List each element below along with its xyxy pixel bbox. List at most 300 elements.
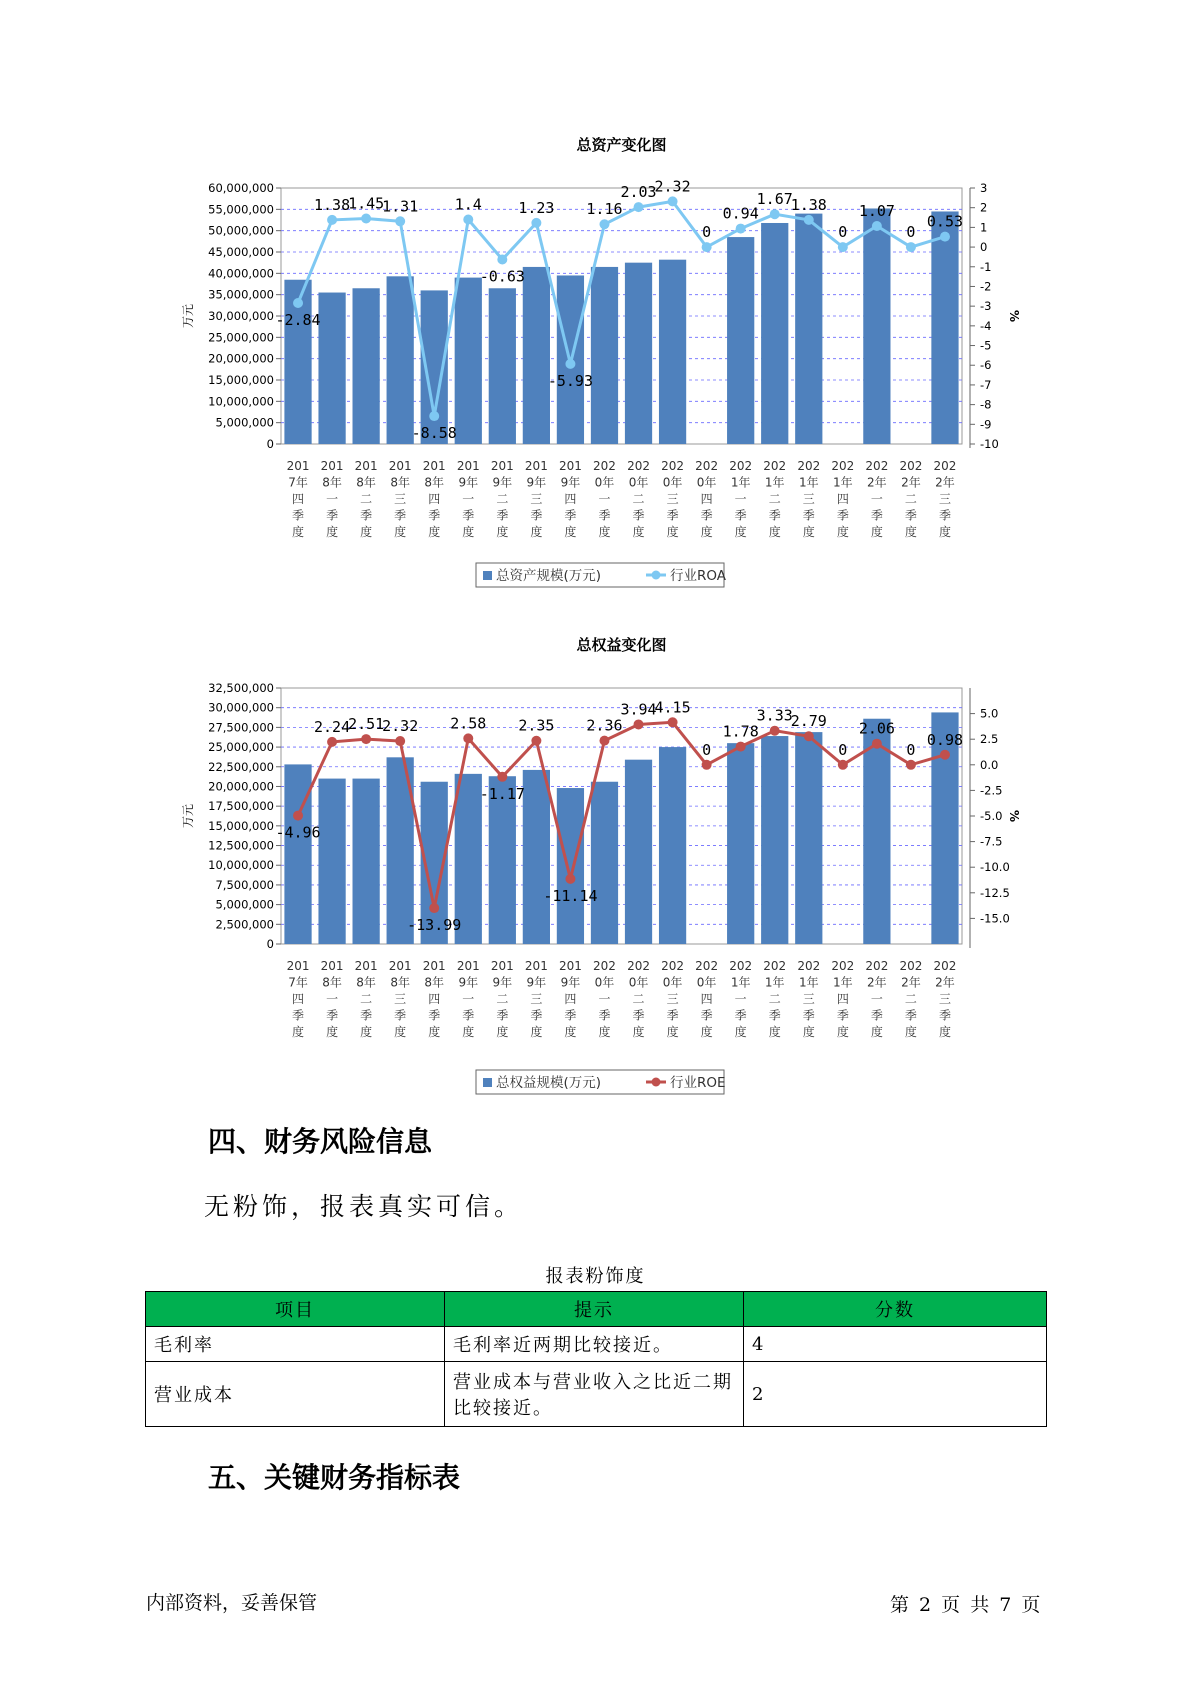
x-tick-label: 202: [831, 459, 855, 473]
x-tick-label: 度: [904, 525, 917, 539]
y-tick-label: 60,000,000: [208, 181, 274, 195]
x-tick-label: 四: [836, 492, 849, 506]
data-label: 0.98: [926, 730, 964, 749]
x-tick-label: 201: [490, 959, 514, 973]
bar: [353, 288, 380, 444]
y-tick-label: 17,500,000: [208, 799, 274, 814]
x-tick-label: 度: [394, 1025, 407, 1039]
y2-tick-label: 3: [980, 181, 988, 195]
x-tick-label: 202: [933, 959, 957, 973]
table-header-score: 分数: [744, 1292, 1047, 1327]
x-tick-label: 三: [394, 492, 407, 506]
x-tick-label: 1年: [798, 475, 819, 490]
section-4-text: 无粉饰，报表真实可信。: [204, 1192, 524, 1221]
data-label: 1.67: [756, 190, 793, 209]
data-label: 2.51: [348, 715, 385, 734]
x-tick-label: 二: [632, 492, 645, 506]
y2-tick-label: -12.5: [980, 885, 1010, 900]
x-tick-label: 三: [938, 492, 951, 506]
x-tick-label: 202: [695, 959, 719, 973]
data-label: 4.15: [654, 698, 691, 717]
x-tick-label: 度: [666, 1025, 679, 1039]
y2-tick-label: -2: [980, 279, 992, 294]
line-point: [906, 760, 916, 770]
x-tick-label: 度: [938, 525, 951, 539]
data-label: 1.4: [454, 195, 482, 214]
x-tick-label: 度: [292, 525, 305, 539]
y2-tick-label: -8: [980, 397, 992, 412]
x-tick-label: 度: [870, 525, 883, 539]
total-assets-chart-svg: [180, 136, 1021, 596]
y-tick-label: 50,000,000: [208, 223, 274, 238]
x-tick-label: 二: [360, 492, 373, 506]
x-tick-label: 四: [428, 992, 441, 1006]
bar: [727, 237, 754, 444]
bar: [795, 732, 822, 944]
x-tick-label: 8年: [390, 475, 410, 490]
x-tick-label: 季: [836, 508, 849, 523]
x-tick-label: 8年: [322, 475, 342, 490]
y2-tick-label: -5: [980, 338, 992, 353]
y2-tick-label: -9: [980, 417, 992, 432]
x-tick-label: 季: [870, 508, 883, 523]
x-tick-label: 1年: [730, 975, 751, 990]
x-tick-label: 2年: [935, 475, 955, 490]
bar: [863, 719, 890, 944]
table-row: [146, 1362, 1047, 1427]
x-tick-label: 0年: [696, 975, 717, 990]
x-tick-label: 1年: [730, 475, 751, 490]
data-label: 3.33: [756, 706, 793, 725]
line-point: [940, 750, 950, 760]
data-label: 2.35: [518, 716, 555, 735]
data-label: -1.17: [479, 784, 525, 803]
y-tick-label: 5,000,000: [215, 415, 274, 430]
x-tick-label: 四: [564, 992, 577, 1006]
line-point: [770, 209, 780, 219]
line-point: [565, 874, 575, 884]
x-tick-label: 三: [666, 992, 679, 1006]
line-point: [327, 215, 337, 225]
bar: [931, 211, 958, 444]
line-point: [429, 903, 439, 913]
data-label: 2.36: [586, 716, 623, 735]
bar: [761, 736, 788, 944]
table-cell: 毛利率: [146, 1327, 445, 1362]
x-tick-label: 四: [292, 992, 305, 1006]
x-tick-label: 三: [394, 992, 407, 1006]
line-point: [838, 760, 848, 770]
bar: [795, 214, 822, 444]
legend-line-label: 行业ROA: [670, 568, 727, 584]
x-tick-label: 度: [666, 525, 679, 539]
x-tick-label: 201: [388, 959, 412, 973]
data-label: -0.63: [479, 267, 525, 286]
data-label: 2.24: [314, 717, 351, 736]
x-tick-label: 季: [734, 1008, 747, 1023]
data-label: 1.38: [314, 195, 351, 214]
y2-tick-label: 5.0: [980, 706, 999, 721]
x-tick-label: 二: [496, 492, 509, 506]
data-label: 1.23: [518, 198, 555, 217]
x-tick-label: 202: [593, 959, 616, 973]
x-tick-label: 202: [865, 959, 889, 973]
y-tick-label: 27,500,000: [208, 720, 274, 735]
table-header-row: [146, 1292, 1047, 1327]
x-tick-label: 9年: [458, 975, 479, 990]
x-tick-label: 201: [422, 959, 446, 973]
x-tick-label: 度: [462, 525, 475, 539]
line-point: [361, 214, 371, 224]
x-tick-label: 三: [530, 492, 543, 506]
data-label: -11.14: [543, 886, 598, 905]
y-tick-label: 30,000,000: [208, 309, 274, 323]
data-label: 1.78: [722, 722, 759, 741]
x-tick-label: 度: [564, 525, 577, 539]
bar: [523, 770, 550, 944]
x-tick-label: 一: [870, 492, 883, 506]
x-tick-label: 202: [797, 959, 821, 973]
table-cell: 2: [744, 1362, 1047, 1427]
x-tick-label: 四: [564, 492, 577, 506]
data-label: 1.16: [586, 200, 623, 219]
x-tick-label: 201: [558, 459, 582, 473]
x-tick-label: 2年: [901, 975, 921, 990]
data-label: 2.32: [382, 717, 419, 736]
bar: [489, 288, 516, 444]
y-tick-label: 40,000,000: [208, 266, 274, 281]
x-tick-label: 季: [632, 1008, 645, 1023]
x-tick-label: 201: [490, 459, 514, 473]
x-tick-label: 202: [695, 459, 719, 473]
table-cell: 毛利率近两期比较接近。: [445, 1327, 744, 1362]
data-label: 2.06: [858, 719, 895, 738]
y2-tick-label: -6: [980, 358, 992, 373]
x-tick-label: 度: [768, 525, 781, 539]
x-tick-label: 一: [598, 992, 611, 1006]
x-tick-label: 度: [326, 525, 339, 539]
x-tick-label: 2年: [867, 975, 887, 990]
x-tick-label: 季: [326, 508, 339, 523]
data-label: -4.96: [275, 823, 321, 842]
bar: [591, 782, 618, 944]
y-tick-label: 10,000,000: [208, 394, 274, 409]
x-tick-label: 一: [462, 492, 475, 506]
x-tick-label: 季: [394, 508, 407, 523]
x-tick-label: 201: [354, 459, 378, 473]
line-point: [668, 717, 678, 727]
table-row: [146, 1327, 1047, 1362]
x-tick-label: 0年: [662, 975, 683, 990]
x-tick-label: 二: [360, 992, 373, 1006]
x-tick-label: 季: [462, 508, 475, 523]
bar: [863, 208, 890, 444]
line-point: [634, 202, 644, 212]
chart-title: 总资产变化图: [576, 136, 667, 154]
x-tick-label: 度: [802, 525, 815, 539]
x-tick-label: 201: [558, 959, 582, 973]
x-tick-label: 度: [530, 1025, 543, 1039]
x-tick-label: 201: [524, 959, 548, 973]
x-tick-label: 0年: [628, 475, 649, 490]
y2-axis-label: %: [1007, 309, 1021, 323]
bar: [659, 260, 686, 444]
bar: [727, 743, 754, 944]
line-point: [599, 219, 609, 229]
x-tick-label: 度: [836, 525, 849, 539]
x-tick-label: 一: [462, 992, 475, 1006]
data-label: 0: [906, 223, 916, 242]
bar: [625, 263, 652, 444]
line-point: [293, 298, 303, 308]
x-tick-label: 一: [326, 992, 339, 1006]
line-point: [906, 242, 916, 252]
line-point: [395, 736, 405, 746]
x-tick-label: 季: [530, 1008, 543, 1023]
y-tick-label: 45,000,000: [208, 245, 274, 259]
y-tick-label: 20,000,000: [208, 779, 274, 794]
x-tick-label: 二: [496, 992, 509, 1006]
data-label: 2.79: [790, 712, 827, 731]
bar: [625, 760, 652, 944]
x-tick-label: 度: [802, 1025, 815, 1039]
x-tick-label: 8年: [424, 975, 445, 990]
y-tick-label: 5,000,000: [215, 897, 274, 912]
legend-bar-swatch: [483, 571, 492, 580]
y-tick-label: 25,000,000: [208, 330, 274, 345]
x-tick-label: 0年: [662, 475, 683, 490]
x-tick-label: 度: [428, 525, 441, 539]
table-cell: 4: [744, 1327, 1047, 1362]
y2-tick-label: -1: [980, 259, 992, 274]
y-tick-label: 12,500,000: [208, 838, 274, 853]
x-tick-label: 三: [802, 992, 815, 1006]
x-tick-label: 季: [564, 508, 577, 523]
line-point: [293, 811, 303, 821]
x-tick-label: 度: [904, 1025, 917, 1039]
x-tick-label: 202: [763, 959, 787, 973]
x-tick-label: 季: [666, 1008, 679, 1023]
y2-tick-label: 2: [980, 200, 988, 215]
data-label: 0: [838, 740, 848, 759]
x-tick-label: 8年: [424, 475, 445, 490]
x-tick-label: 202: [729, 459, 753, 473]
y-tick-label: 55,000,000: [208, 202, 274, 217]
x-tick-label: 四: [836, 992, 849, 1006]
y-axis-label: 万元: [181, 803, 195, 829]
legend-line-marker: [652, 571, 661, 580]
x-tick-label: 一: [326, 492, 339, 506]
x-tick-label: 季: [326, 1008, 339, 1023]
y2-tick-label: 0: [980, 240, 988, 255]
x-tick-label: 201: [354, 959, 378, 973]
x-tick-label: 季: [768, 508, 781, 523]
bar: [659, 747, 686, 944]
line-point: [736, 224, 746, 234]
x-tick-label: 201: [524, 459, 548, 473]
x-tick-label: 季: [394, 1008, 407, 1023]
x-tick-label: 季: [700, 508, 713, 523]
table-cell: 营业成本与营业收入之比近二期比较接近。: [445, 1362, 744, 1427]
x-tick-label: 201: [286, 959, 310, 973]
bar: [353, 779, 380, 944]
line-point: [531, 736, 541, 746]
x-tick-label: 度: [292, 1025, 305, 1039]
x-tick-label: 季: [666, 508, 679, 523]
x-tick-label: 季: [496, 1008, 509, 1023]
x-tick-label: 季: [632, 508, 645, 523]
data-label: 1.45: [348, 194, 385, 213]
y2-tick-label: -5.0: [980, 809, 1003, 823]
line-point: [463, 733, 473, 743]
x-tick-label: 201: [320, 959, 344, 973]
x-tick-label: 度: [462, 1025, 475, 1039]
bar: [591, 267, 618, 444]
x-tick-label: 1年: [764, 475, 785, 490]
table-header-item: 项目: [146, 1292, 445, 1327]
x-tick-label: 度: [360, 525, 373, 539]
x-tick-label: 9年: [458, 475, 479, 490]
y-tick-label: 7,500,000: [215, 877, 274, 892]
x-tick-label: 季: [904, 1008, 917, 1023]
x-tick-label: 2年: [867, 475, 887, 490]
line-point: [702, 242, 712, 252]
line-point: [940, 232, 950, 242]
x-tick-label: 三: [938, 992, 951, 1006]
footer-page-number: 第 2 页 共 7 页: [890, 1594, 1041, 1616]
x-tick-label: 9年: [560, 975, 581, 990]
data-label: 1.07: [858, 202, 895, 221]
x-tick-label: 三: [530, 992, 543, 1006]
data-label: -2.84: [275, 311, 321, 330]
report-embellishment-table: [145, 1291, 1047, 1427]
line-point: [804, 215, 814, 225]
x-tick-label: 202: [661, 459, 685, 473]
x-tick-label: 202: [797, 459, 821, 473]
x-tick-label: 度: [632, 1025, 645, 1039]
x-tick-label: 二: [768, 492, 781, 506]
y-tick-label: 15,000,000: [208, 818, 274, 833]
bar: [318, 293, 345, 444]
x-tick-label: 202: [729, 959, 753, 973]
y2-tick-label: -10: [980, 437, 999, 451]
x-tick-label: 季: [598, 508, 611, 523]
bar: [557, 788, 584, 944]
x-tick-label: 8年: [356, 975, 376, 990]
x-tick-label: 二: [768, 992, 781, 1006]
x-tick-label: 二: [904, 492, 917, 506]
line-point: [463, 215, 473, 225]
x-tick-label: 季: [700, 1008, 713, 1023]
x-tick-label: 季: [870, 1008, 883, 1023]
x-tick-label: 三: [802, 492, 815, 506]
y-tick-label: 22,500,000: [208, 759, 274, 774]
y-tick-label: 35,000,000: [208, 287, 274, 302]
data-label: 2.03: [620, 183, 657, 202]
x-tick-label: 四: [700, 492, 713, 506]
x-tick-label: 7年: [288, 975, 308, 990]
line-point: [497, 772, 507, 782]
x-tick-label: 201: [456, 459, 480, 473]
x-tick-label: 度: [938, 1025, 951, 1039]
table-cell: 营业成本: [146, 1362, 445, 1427]
x-tick-label: 9年: [492, 475, 513, 490]
x-tick-label: 202: [661, 959, 685, 973]
y-tick-label: 0: [266, 437, 274, 451]
x-tick-label: 四: [292, 492, 305, 506]
x-tick-label: 度: [700, 525, 713, 539]
data-label: 2.58: [450, 714, 487, 733]
x-tick-label: 1年: [833, 975, 853, 990]
legend-line-marker: [652, 1078, 661, 1087]
line-point: [668, 196, 678, 206]
line-point: [770, 726, 780, 736]
y-tick-label: 32,500,000: [208, 681, 274, 695]
x-tick-label: 季: [496, 508, 509, 523]
x-tick-label: 一: [870, 992, 883, 1006]
legend-bar-label: 总权益规模(万元): [496, 1075, 602, 1091]
x-tick-label: 度: [496, 1025, 509, 1039]
x-tick-label: 1年: [833, 475, 853, 490]
x-tick-label: 1年: [764, 975, 785, 990]
x-tick-label: 度: [836, 1025, 849, 1039]
y-tick-label: 15,000,000: [208, 373, 274, 387]
x-tick-label: 度: [632, 525, 645, 539]
data-label: 3.94: [620, 700, 657, 719]
x-tick-label: 1年: [798, 975, 819, 990]
bar: [761, 223, 788, 444]
x-tick-label: 度: [734, 1025, 747, 1039]
x-tick-label: 0年: [696, 475, 717, 490]
y2-tick-label: -15.0: [980, 911, 1010, 926]
data-label: 0: [838, 223, 848, 242]
data-label: 0: [702, 740, 712, 759]
line-point: [327, 737, 337, 747]
y2-tick-label: -3: [980, 299, 992, 314]
line-point: [736, 742, 746, 752]
bar: [284, 764, 311, 944]
y2-tick-label: -2.5: [980, 783, 1003, 798]
y-tick-label: 20,000,000: [208, 351, 274, 366]
bar: [455, 278, 482, 444]
x-tick-label: 度: [700, 1025, 713, 1039]
line-point: [565, 359, 575, 369]
line-point: [497, 254, 507, 264]
x-tick-label: 0年: [594, 475, 615, 490]
x-tick-label: 202: [627, 959, 650, 973]
line-point: [634, 719, 644, 729]
x-tick-label: 季: [428, 508, 441, 523]
data-label: 2.32: [654, 177, 691, 196]
x-tick-label: 季: [462, 1008, 475, 1023]
x-tick-label: 9年: [492, 975, 513, 990]
x-tick-label: 2年: [935, 975, 955, 990]
x-tick-label: 9年: [526, 975, 547, 990]
data-label: -8.58: [411, 424, 457, 443]
x-tick-label: 202: [831, 959, 855, 973]
x-tick-label: 0年: [594, 975, 615, 990]
y-axis-label: 万元: [181, 303, 195, 329]
y2-tick-label: 1: [980, 220, 988, 235]
section-4-title: 四、财务风险信息: [208, 1125, 433, 1158]
line-point: [531, 218, 541, 228]
y-tick-label: 0: [266, 937, 274, 951]
x-tick-label: 9年: [526, 475, 547, 490]
x-tick-label: 202: [899, 459, 923, 473]
x-tick-label: 度: [598, 1025, 611, 1039]
x-tick-label: 季: [428, 1008, 441, 1023]
x-tick-label: 8年: [390, 975, 410, 990]
